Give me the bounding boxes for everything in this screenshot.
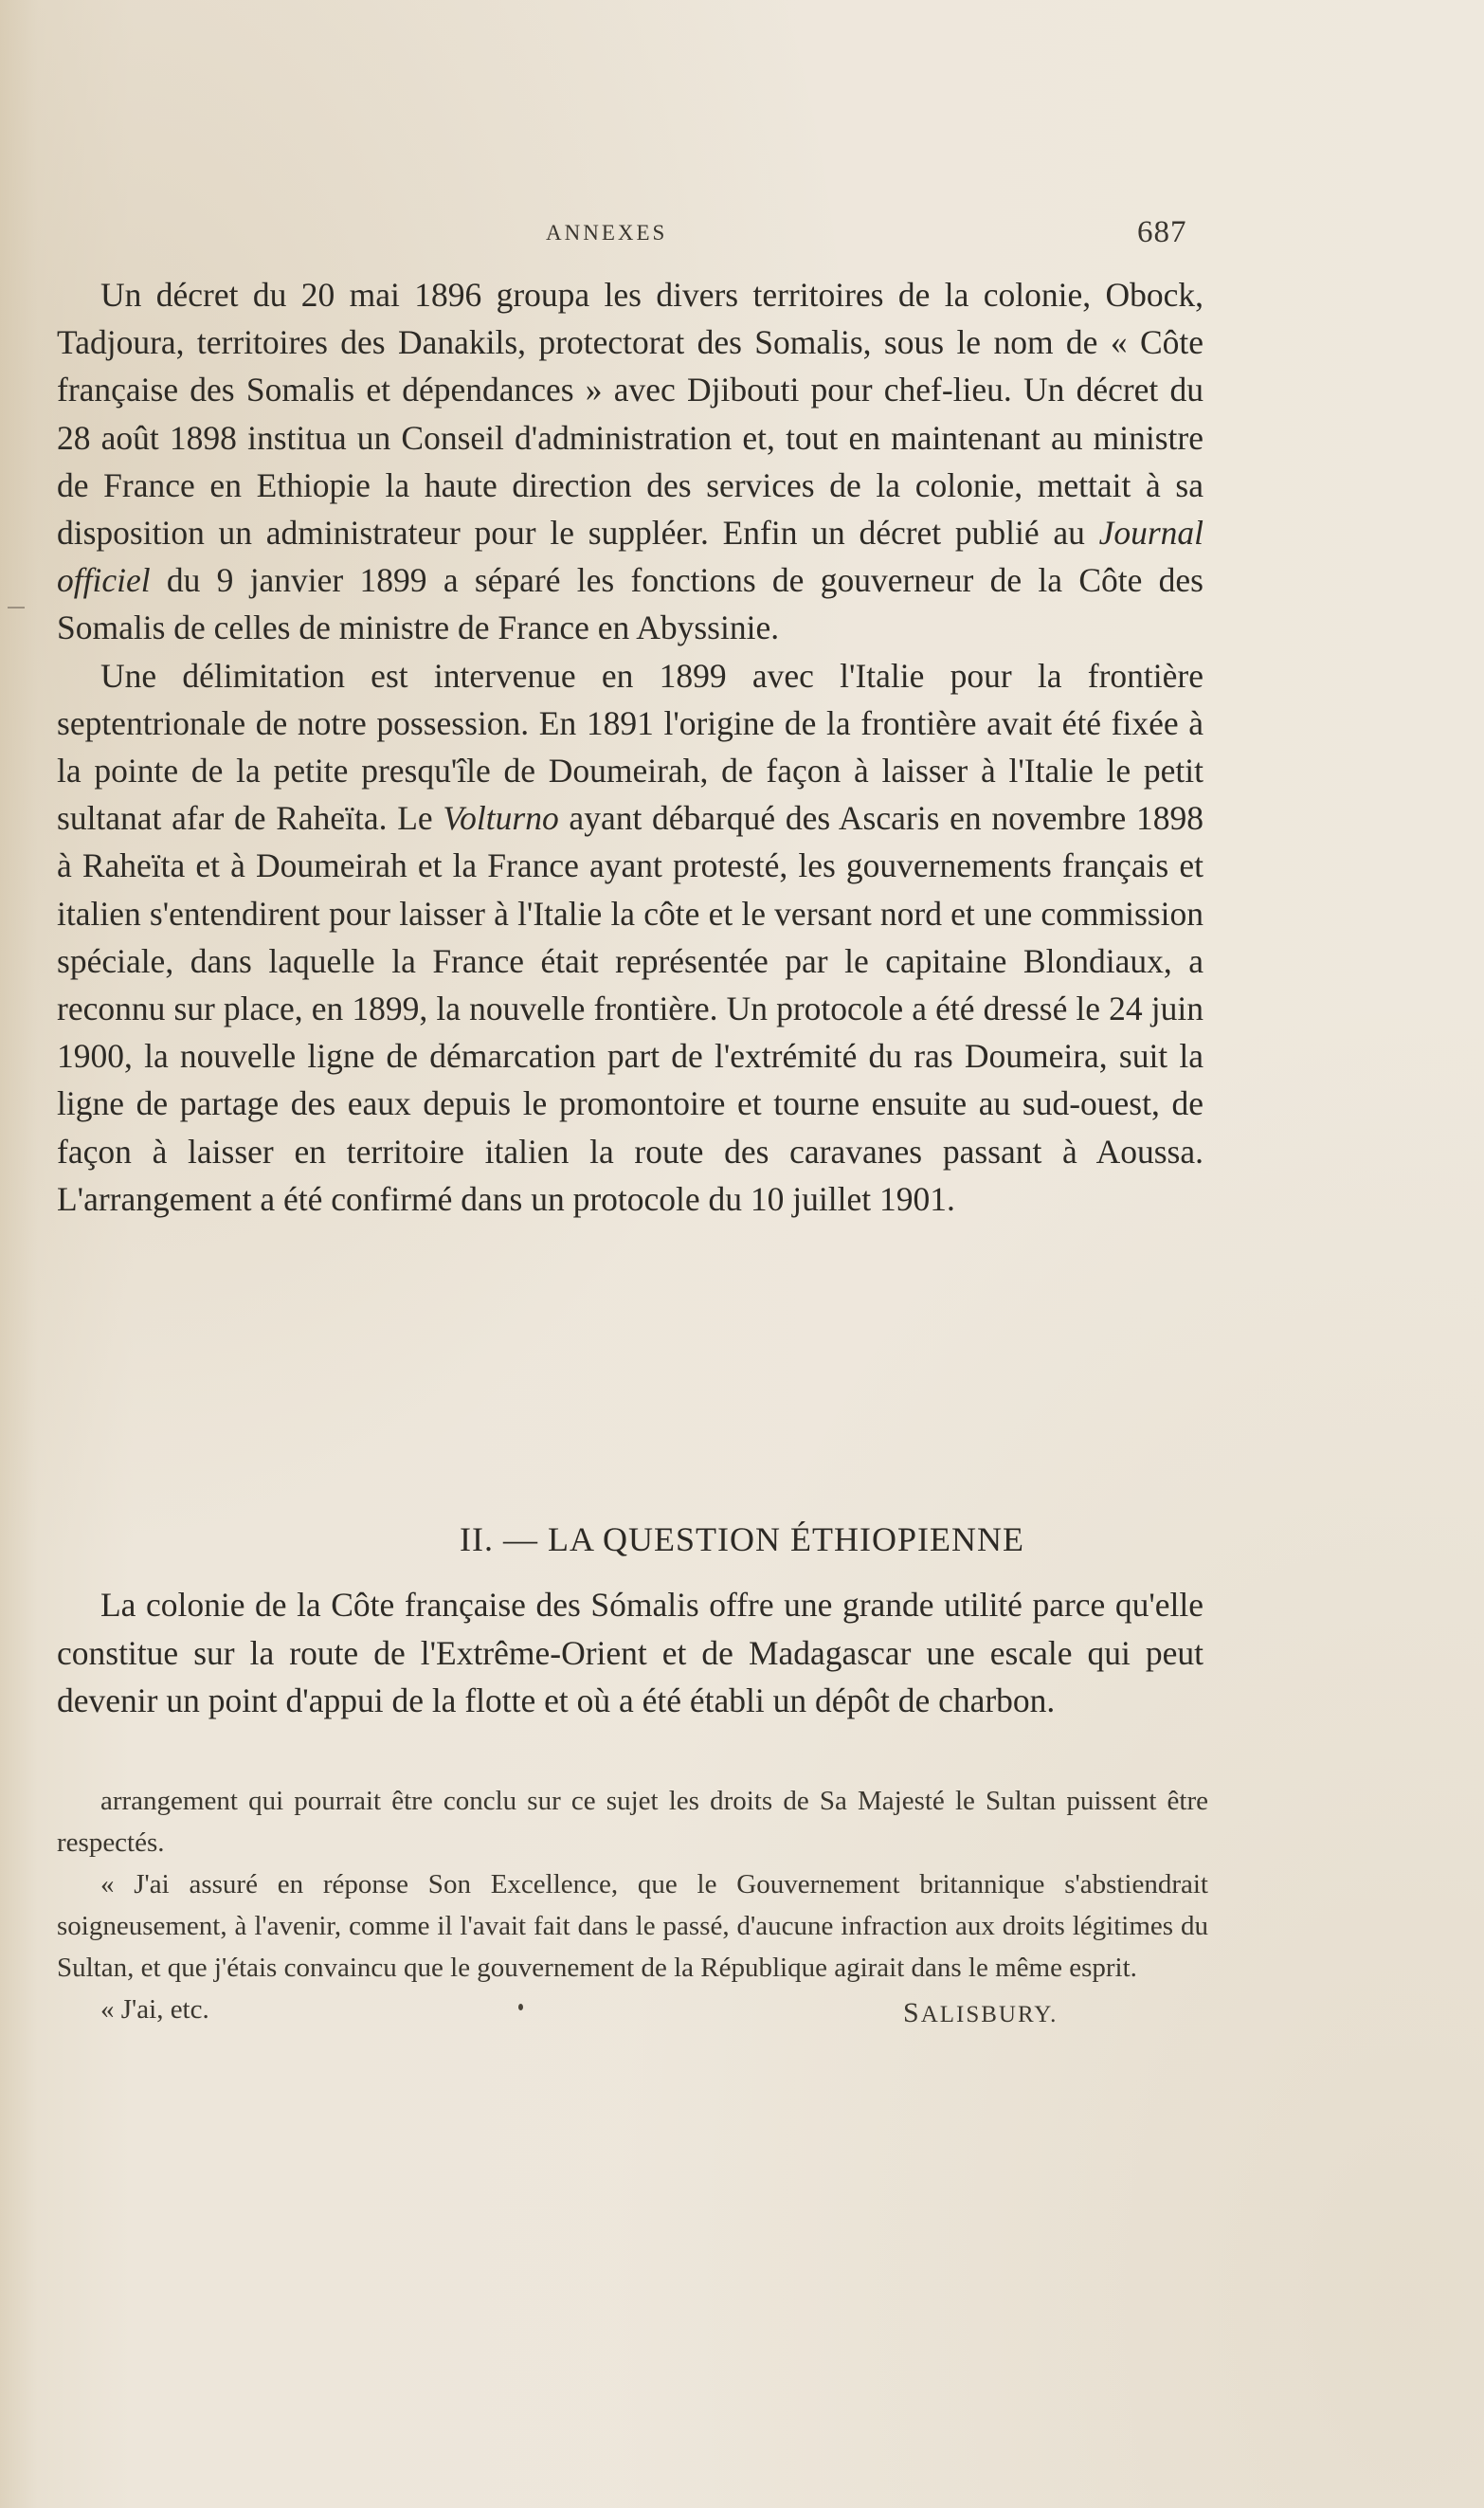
signature	[903, 1992, 1058, 2036]
closing-row	[57, 1989, 1208, 2030]
main-text	[57, 271, 1203, 1223]
quoted-letter	[57, 1780, 1208, 2030]
journal-title: Journal officiel	[57, 514, 1204, 600]
running-head: ANNEXES	[546, 221, 668, 245]
paragraph: La colonie de la Côte française des Sómalis offre une grande utilité parce qu'elle constitue sur la route de l'Extrême-Orient et de Madagascar une escale qui peut devenir un point d'appui de la flotte et où a été établi un dépôt de charbon.	[57, 1586, 1203, 1719]
paragraph-text: Un décret du 20 mai 1896 groupa les divers territoires de la colonie, Obock, Tadjoura, territoires des Danakils, protectorat des Somalis, sous le nom de « Côte française des Somalis et dépendances » avec Djibouti pour chef-lieu. Un décret du 28 août 1898 institua un Conseil d'administration et, tout en maintenant au ministre de France en Ethiopie la haute direction des services de la colonie, mettait à sa disposition un administrateur pour le suppléer.	[57, 276, 1203, 553]
page-header	[0, 215, 1484, 259]
ink-speck	[518, 2004, 523, 2010]
section-text	[57, 1581, 1203, 1725]
section-heading: II. — LA QUESTION ÉTHIOPIENNE	[460, 1520, 1024, 1558]
page-number: 687	[1137, 215, 1187, 249]
signature-initial: S	[903, 1997, 921, 2028]
closing-formula: « J'ai, etc.	[100, 1994, 209, 2025]
paragraph-text-enfin-end: du 9 janvier 1899 a séparé les fonctions de gouverneur de la Côte des Somalis de celles de ministre de France en Abyssinie.	[57, 561, 1203, 647]
signature-rest: ALISBURY.	[920, 2002, 1059, 2027]
paragraph-text-le-start: Le	[397, 799, 443, 838]
margin-mark	[8, 607, 25, 609]
paragraph-text: Une délimitation est intervenue en 1899 avec l'Italie pour la frontière septentrionale de notre possession. En 1891 l'origine de la frontière avait été fixée à la pointe de la petite presqu'île de Doumeirah, de façon à laisser à l'Italie le petit sultanat afar de Raheïta.	[57, 656, 1203, 838]
paragraph-text-le-end: ayant débarqué des Ascaris en novembre 1898 à Raheïta et à Doumeirah et la France ayant protesté, les gouvernements français et italien s'entendirent pour laisser à l'Italie la côte et le versant nord et une commission spéciale, dans laquelle la France était représentée par le capitaine Blondiaux, a reconnu sur place, en 1899, la nouvelle frontière. Un protocole a été dressé le 24 juin 1900, la nouvelle ligne de démarcation part de l'extrémité du ras Doumeira, suit la ligne de partage des eaux depuis le promontoire et tourne ensuite au sud-ouest, de façon à laisser en territoire italien la route des caravanes passant à Aoussa. L'arrangement a été confirmé dans un protocole du 10 juillet 1901.	[57, 799, 1203, 1218]
ship-name: Volturno	[443, 799, 559, 838]
paragraph	[57, 652, 1203, 1223]
footnote-line: « J'ai assuré en réponse Son Excellence, que le Gouvernement britannique s'abstiendrait soigneusement, à l'avenir, comme il l'avait fait dans le passé, d'aucune infraction aux droits légitimes du Sultan, et que j'étais convaincu que le gouvernement de la République agirait dans le même esprit.	[57, 1869, 1208, 1983]
footnote-line: arrangement qui pourrait être conclu sur ce sujet les droits de Sa Majesté le Sultan puissent être respectés.	[57, 1786, 1208, 1858]
paragraph	[57, 271, 1203, 652]
paragraph-text-enfin-start: Enfin un décret publié au	[722, 514, 1099, 553]
